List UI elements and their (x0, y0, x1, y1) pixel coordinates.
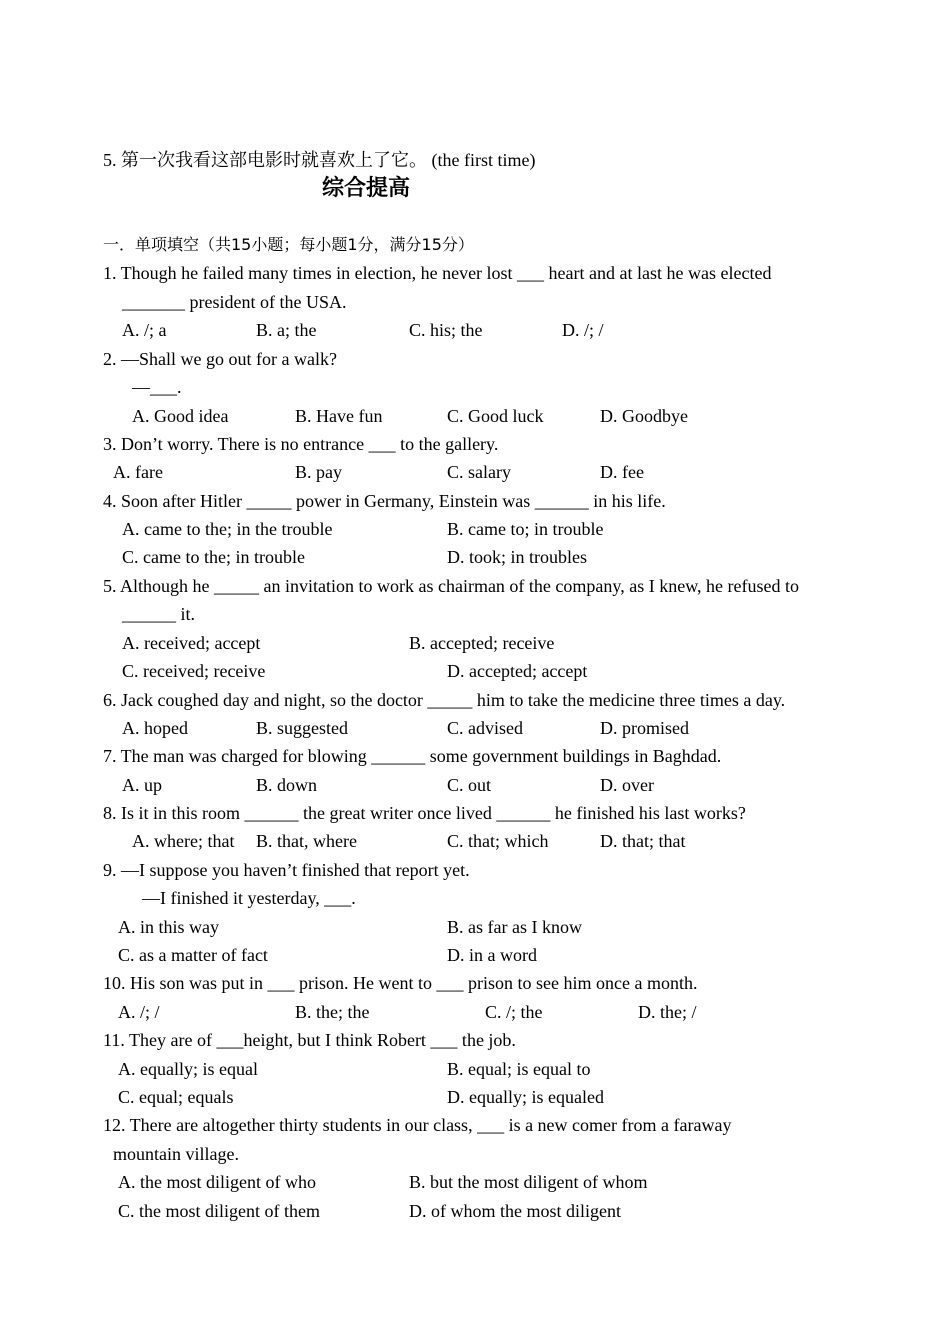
question-3-option-d: D. fee (600, 462, 644, 482)
question-2-option-b: B. Have fun (295, 406, 383, 426)
question-12-option-d: D. of whom the most diligent (409, 1201, 621, 1221)
question-3-option-a: A. fare (113, 462, 163, 482)
question-6-option-d: D. promised (600, 718, 689, 738)
question-10-option-a: A. /; / (118, 1002, 160, 1022)
question-12-option-c: C. the most diligent of them (118, 1201, 320, 1221)
question-1-line-2: _______ president of the USA. (122, 292, 347, 312)
question-8-option-b: B. that, where (256, 831, 357, 851)
question-6-option-b: B. suggested (256, 718, 348, 738)
question-9-line-1: 9. —I suppose you haven’t finished that report yet. (103, 860, 470, 880)
question-7-option-d: D. over (600, 775, 654, 795)
question-6-option-a: A. hoped (122, 718, 188, 738)
question-2-option-d: D. Goodbye (600, 406, 688, 426)
part-heading: 一．单项填空（共15小题；每小题1分，满分15分） (103, 235, 474, 254)
question-9-option-b: B. as far as I know (447, 917, 582, 937)
question-4-option-b: B. came to; in trouble (447, 519, 604, 539)
question-9-line-2: —I finished it yesterday, ___. (142, 888, 356, 908)
question-8-line-1: 8. Is it in this room ______ the great writer once lived ______ he finished his last works? (103, 803, 746, 823)
question-10-line-1: 10. His son was put in ___ prison. He went to ___ prison to see him once a month. (103, 973, 698, 993)
question-1-option-a: A. /; a (122, 320, 167, 340)
question-10-option-b: B. the; the (295, 1002, 370, 1022)
question-9-option-c: C. as a matter of fact (118, 945, 268, 965)
question-1-option-d: D. /; / (562, 320, 604, 340)
question-9-option-a: A. in this way (118, 917, 219, 937)
question-11-line-1: 11. They are of ___height, but I think Robert ___ the job. (103, 1030, 516, 1050)
question-7-line-1: 7. The man was charged for blowing ______ some government buildings in Baghdad. (103, 746, 722, 766)
question-7-option-a: A. up (122, 775, 162, 795)
question-4-option-d: D. took; in troubles (447, 547, 587, 567)
question-5-option-d: D. accepted; accept (447, 661, 588, 681)
question-1-option-b: B. a; the (256, 320, 317, 340)
question-4-line-1: 4. Soon after Hitler _____ power in Germany, Einstein was ______ in his life. (103, 491, 666, 511)
question-12-line-1: 12. There are altogether thirty students in our class, ___ is a new comer from a faraway (103, 1115, 732, 1135)
question-11-option-c: C. equal; equals (118, 1087, 234, 1107)
question-5-option-a: A. received; accept (122, 633, 261, 653)
question-7-option-c: C. out (447, 775, 492, 795)
translation-item: 5. 第一次我看这部电影时就喜欢上了它。 (the first time) (103, 150, 536, 170)
question-11-option-a: A. equally; is equal (118, 1059, 258, 1079)
section-title: 综合提高 (322, 176, 411, 201)
question-11-option-b: B. equal; is equal to (447, 1059, 591, 1079)
question-5-option-b: B. accepted; receive (409, 633, 555, 653)
question-5-option-c: C. received; receive (122, 661, 266, 681)
question-2-line-2: —___. (132, 377, 182, 397)
question-1-option-c: C. his; the (409, 320, 483, 340)
question-2-option-c: C. Good luck (447, 406, 544, 426)
question-12-option-a: A. the most diligent of who (118, 1172, 316, 1192)
question-11-option-d: D. equally; is equaled (447, 1087, 604, 1107)
question-6-option-c: C. advised (447, 718, 523, 738)
question-3-line-1: 3. Don’t worry. There is no entrance ___ to the gallery. (103, 434, 499, 454)
question-5-line-2: ______ it. (122, 604, 196, 624)
question-1-line-1: 1. Though he failed many times in election, he never lost ___ heart and at last he was elected (103, 263, 772, 283)
question-5-line-1: 5. Although he _____ an invitation to work as chairman of the company, as I knew, he refused to (103, 576, 799, 596)
question-12-option-b: B. but the most diligent of whom (409, 1172, 648, 1192)
question-7-option-b: B. down (256, 775, 318, 795)
question-2-line-1: 2. —Shall we go out for a walk? (103, 349, 337, 369)
question-9-option-d: D. in a word (447, 945, 537, 965)
question-8-option-d: D. that; that (600, 831, 686, 851)
question-10-option-c: C. /; the (485, 1002, 543, 1022)
question-2-option-a: A. Good idea (132, 406, 229, 426)
question-3-option-b: B. pay (295, 462, 342, 482)
question-4-option-c: C. came to the; in trouble (122, 547, 305, 567)
question-4-option-a: A. came to the; in the trouble (122, 519, 333, 539)
question-10-option-d: D. the; / (638, 1002, 697, 1022)
question-6-line-1: 6. Jack coughed day and night, so the doctor _____ him to take the medicine three times a day. (103, 690, 786, 710)
question-3-option-c: C. salary (447, 462, 511, 482)
question-8-option-c: C. that; which (447, 831, 549, 851)
question-12-line-2: mountain village. (113, 1144, 239, 1164)
question-8-option-a: A. where; that (132, 831, 235, 851)
